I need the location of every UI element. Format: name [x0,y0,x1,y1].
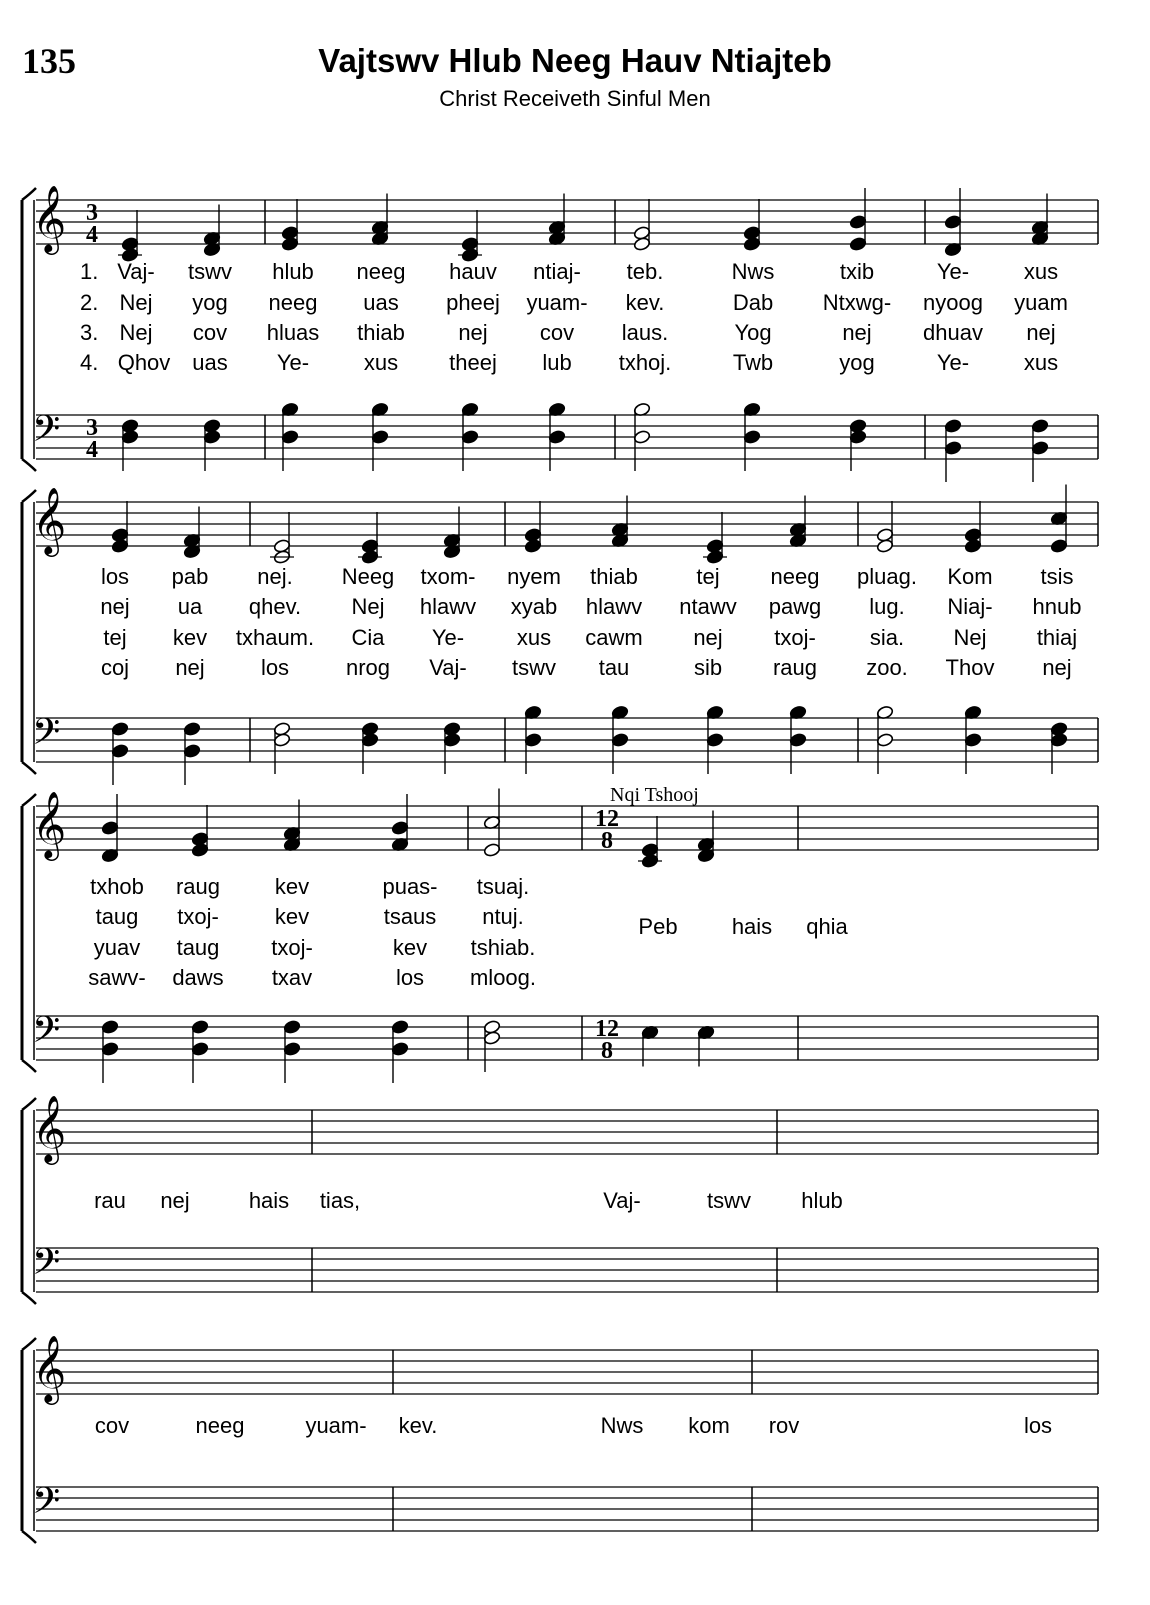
note-head [944,441,962,456]
note-head [203,430,221,445]
refrain-word: neeg [195,1413,245,1438]
note-head [483,1031,501,1046]
treble-staff [36,1350,1098,1394]
lyric-word: los [260,655,290,680]
bracket-bottom [22,762,36,774]
lyric-word: thiaj [1036,625,1078,650]
lyric-word: nyem [507,564,561,589]
treble-clef-icon: 𝄞 [32,184,67,252]
time-signature-top: 12 [595,1016,619,1042]
refrain-word: Vaj- [603,1188,641,1213]
lyric-word: hlawv [585,594,643,619]
lyric-word: neeg [268,290,318,315]
refrain-tempo-mark: Nqi Tshooj [610,784,699,806]
lyric-word: mloog. [469,965,537,990]
refrain-word: tias, [319,1188,361,1213]
note-head [281,430,299,445]
bass-clef-icon: 𝄢 [32,408,61,459]
note-head [121,430,139,445]
note-head [1050,539,1068,554]
note-head [461,430,479,445]
treble-clef-icon: 𝄞 [32,1334,67,1402]
refrain-word: Peb [638,914,678,939]
lyric-word: pluag. [857,564,917,589]
lyric-word: tshiab. [470,935,536,960]
bass-staff [36,1487,1098,1531]
verse-number-2: 2. [80,290,99,315]
lyric-word: txoj- [774,625,816,650]
lyric-word: hluas [266,320,320,345]
time-signature-bottom: 4 [86,437,98,463]
lyric-word: nej [842,320,872,345]
lyric-word: xus [1023,259,1059,284]
lyric-word: hlawv [419,594,477,619]
note-head [191,843,209,858]
refrain-word: los [1023,1413,1053,1438]
lyric-word: tsaus [383,904,437,929]
lyric-word: txhoj. [618,350,672,375]
note-head [183,722,201,737]
refrain-word: nej [160,1188,190,1213]
lyric-word: raug [772,655,818,680]
bracket-bottom [22,1060,36,1072]
lyric-word: theej [449,350,497,375]
lyric-word: xus [1023,350,1059,375]
hymn-number: 135 [22,41,76,81]
note-head [391,1020,409,1035]
lyric-word: Cia [351,625,385,650]
lyric-word: teb. [626,259,664,284]
lyric-word: Vaj- [429,655,467,680]
refrain-word: tswv [707,1188,751,1213]
note-head [876,539,894,554]
lyric-word: pheej [446,290,500,315]
time-signature-bottom: 4 [86,222,98,248]
lyric-word: xyab [510,594,558,619]
hymn-title: Vajtswv Hlub Neeg Hauv Ntiajteb [318,42,832,79]
lyric-word: tswv [188,259,232,284]
lyric-word: yog [839,350,875,375]
lyric-word: txoj- [177,904,219,929]
refrain-word: kom [688,1413,730,1438]
lyric-word: Ye- [431,625,465,650]
lyric-word: nej [458,320,488,345]
lyric-word: ntuj. [482,904,524,929]
lyric-word: Vaj- [117,259,155,284]
time-signature-top: 3 [86,415,98,441]
lyric-word: cov [539,320,575,345]
treble-clef-icon: 𝄞 [32,486,67,554]
note-head [849,215,867,230]
lyric-word: lub [542,350,572,375]
lyric-word: nej [1026,320,1056,345]
bass-staff [36,1248,1098,1292]
lyric-word: Nej [119,290,153,315]
note-head [944,215,962,230]
lyric-word: txhob [90,874,144,899]
refrain-word: rov [768,1413,800,1438]
lyric-word: tsis [1040,564,1074,589]
note-head [964,539,982,554]
treble-clef-icon: 𝄞 [32,790,67,858]
lyric-word: nej [175,655,205,680]
lyric-word: uas [192,350,228,375]
lyric-word: tswv [512,655,556,680]
note-head [483,843,501,858]
lyric-word: sib [693,655,723,680]
time-signature-top: 12 [595,806,619,832]
lyric-word: tej [103,625,127,650]
lyric-word: xus [516,625,552,650]
lyric-word: nej [100,594,130,619]
lyric-word: coj [100,655,130,680]
lyric-word: nej. [257,564,293,589]
lyric-word: Nej [119,320,153,345]
note-head [1050,733,1068,748]
lyric-word: taug [176,935,220,960]
lyric-word: ntawv [679,594,737,619]
note-head [964,733,982,748]
lyric-word: yuam [1014,290,1068,315]
lyric-word: pawg [768,594,822,619]
lyric-word: Dab [732,290,774,315]
lyric-word: Ye- [936,259,970,284]
lyric-word: nej [693,625,723,650]
refrain-word: hais [248,1188,290,1213]
lyric-word: los [395,965,425,990]
lyric-word: sawv- [88,965,146,990]
lyric-word: kev [274,874,310,899]
lyric-word: kev [392,935,428,960]
lyric-word: Kom [947,564,993,589]
note-head [611,733,629,748]
note-head [101,1020,119,1035]
lyric-word: hauv [449,259,497,284]
lyric-word: ntiaj- [533,259,581,284]
lyric-word: xus [363,350,399,375]
verse-number-1: 1. [80,259,99,284]
refrain-word: qhia [806,914,848,939]
note-head [101,1042,119,1057]
lyric-word: Niaj- [947,594,993,619]
note-head [111,539,129,554]
time-signature-top: 3 [86,200,98,226]
lyric-word: txib [839,259,875,284]
lyric-word: txoj- [271,935,313,960]
lyric-word: dhuav [923,320,983,345]
lyric-word: Twb [732,350,774,375]
note-head [743,237,761,252]
note-head [849,237,867,252]
note-head [944,419,962,434]
note-head [191,1020,209,1035]
note-head [443,733,461,748]
lyric-word: qhev. [248,594,302,619]
note-head [183,744,201,759]
lyric-word: Yog [734,320,772,345]
treble-clef-icon: 𝄞 [32,1094,67,1162]
lyric-word: uas [363,290,399,315]
lyric-word: Thov [945,655,995,680]
refrain-word: hlub [801,1188,843,1213]
notes [118,188,1049,482]
hymn-subtitle: Christ Receiveth Sinful Men [439,86,711,111]
refrain-word: kev. [398,1413,438,1438]
note-head [1031,419,1049,434]
lyric-word: txom- [420,564,476,589]
lyric-word: hnub [1032,594,1082,619]
treble-staff [36,200,1098,244]
lyric-word: Qhov [117,350,171,375]
lyric-word: raug [175,874,221,899]
lyric-word: tau [598,655,630,680]
note-head [101,821,119,836]
lyric-word: puas- [382,874,438,899]
system-5 [22,1334,1098,1543]
lyric-word: tej [696,564,720,589]
lyric-word: sia. [869,625,905,650]
lyric-word: nej [1042,655,1072,680]
lyric-word: los [100,564,130,589]
note-head [191,1042,209,1057]
lyric-word: nrog [345,655,391,680]
lyric-word: ua [177,594,203,619]
bass-clef-icon: 𝄢 [32,1009,61,1060]
note-head [789,733,807,748]
lyric-word: lug. [869,594,905,619]
note-head [281,237,299,252]
note-head [361,733,379,748]
verse-number-4: 4. [80,350,99,375]
note-head [524,733,542,748]
lyric-word: cawm [585,625,643,650]
note-head [371,430,389,445]
note-head [1031,441,1049,456]
note-head [111,744,129,759]
lyric-word: neeg [770,564,820,589]
treble-staff [36,1110,1098,1154]
lyric-word: txhaum. [235,625,315,650]
note-head [849,430,867,445]
lyric-word: Nws [731,259,775,284]
verse-number-3: 3. [80,320,99,345]
lyric-word: thiab [590,564,638,589]
lyric-word: thiab [357,320,405,345]
lyric-word: tsuaj. [476,874,530,899]
refrain-word: Nws [600,1413,644,1438]
lyric-word: hlub [272,259,314,284]
note-head [391,821,409,836]
lyric-word: Nej [953,625,987,650]
lyric-word: Nej [351,594,385,619]
lyric-word: Neeg [341,564,395,589]
lyric-word: daws [172,965,224,990]
bass-clef-icon: 𝄢 [32,1480,61,1531]
bracket-bottom [22,1531,36,1543]
lyric-word: yuav [93,935,141,960]
system-3 [22,790,1098,1072]
time-signature-bottom: 8 [601,1038,613,1064]
lyric-word: kev [172,625,208,650]
note-head [876,733,894,748]
bass-clef-icon: 𝄢 [32,1241,61,1292]
note-head [743,430,761,445]
lyric-word: taug [95,904,139,929]
lyric-word: laus. [621,320,669,345]
note-head [283,1042,301,1057]
refrain-word: yuam- [305,1413,367,1438]
refrain-word: cov [94,1413,130,1438]
lyric-word: Ntxwg- [822,290,892,315]
bracket-bottom [22,1292,36,1304]
refrain-word: rau [94,1188,126,1213]
lyric-word: zoo. [866,655,908,680]
note-head [633,237,651,252]
lyric-word: cov [192,320,228,345]
lyric-word: kev [274,904,310,929]
lyric-word: txav [271,965,313,990]
lyric-word: nyoog [923,290,983,315]
lyric-word: neeg [356,259,406,284]
bass-staff [36,415,1098,459]
note-head [283,1020,301,1035]
note-head [524,539,542,554]
note-head [633,430,651,445]
bracket-bottom [22,459,36,471]
lyric-word: yog [192,290,228,315]
refrain-word: hais [731,914,773,939]
note-head [706,733,724,748]
bass-clef-icon: 𝄢 [32,711,61,762]
time-signature-bottom: 8 [601,828,613,854]
note-head [273,733,291,748]
note-head [548,430,566,445]
note-head [391,1042,409,1057]
lyric-word: kev. [625,290,665,315]
lyric-word: Ye- [276,350,310,375]
lyric-word: yuam- [526,290,588,315]
note-head [111,722,129,737]
lyric-word: pab [171,564,209,589]
lyric-word: Ye- [936,350,970,375]
